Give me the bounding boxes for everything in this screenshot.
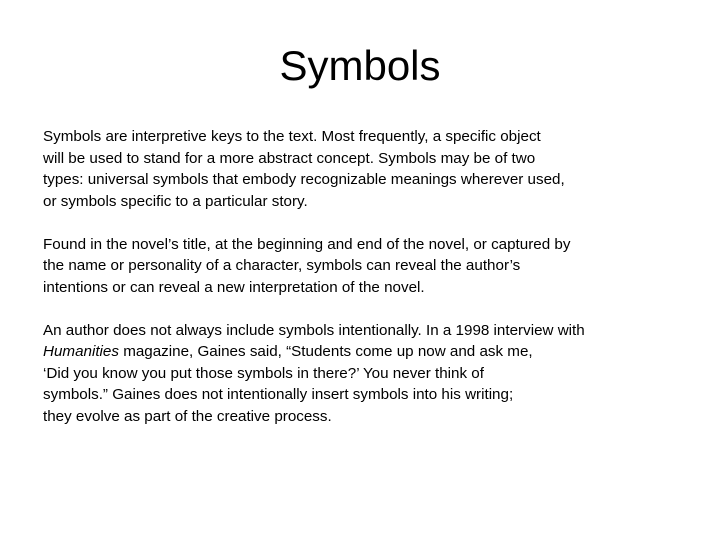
quote-text: magazine, Gaines said, “Students come up now and ask me, — [118, 343, 533, 360]
magazine-title: Humanities — [43, 343, 119, 360]
paragraph-line: ‘Did you know you put those symbols in there?’ You never think of — [43, 364, 484, 382]
paragraph-symbol-locations — [43, 234, 698, 299]
paragraph-line: they evolve as part of the creative process. — [43, 407, 332, 425]
paragraph-line: the name or personality of a character, symbols can reveal the author’s — [43, 257, 521, 274]
paragraph-line: intentions or can reveal a new interpretation of the novel. — [43, 278, 425, 296]
paragraph-line: Symbols are interpretive keys to the text. Most frequently, a specific object — [43, 128, 541, 145]
paragraph-line: symbols.” Gaines does not intentionally insert symbols into his writing; — [43, 386, 514, 403]
paragraph-line-with-italic — [43, 341, 698, 363]
paragraph-line: or symbols specific to a particular story. — [43, 192, 308, 210]
paragraph-gaines-quote — [43, 320, 698, 428]
paragraph-line: types: universal symbols that embody recognizable meanings wherever used, — [43, 171, 565, 188]
slide-body — [43, 126, 698, 449]
paragraph-line: An author does not always include symbols intentionally. In a 1998 interview with — [43, 321, 585, 339]
slide-title: Symbols — [279, 42, 441, 89]
paragraph-line: will be used to stand for a more abstract concept. Symbols may be of two — [43, 149, 536, 167]
paragraph-symbols-definition — [43, 126, 698, 212]
paragraph-line: Found in the novel’s title, at the beginning and end of the novel, or captured by — [43, 235, 571, 253]
